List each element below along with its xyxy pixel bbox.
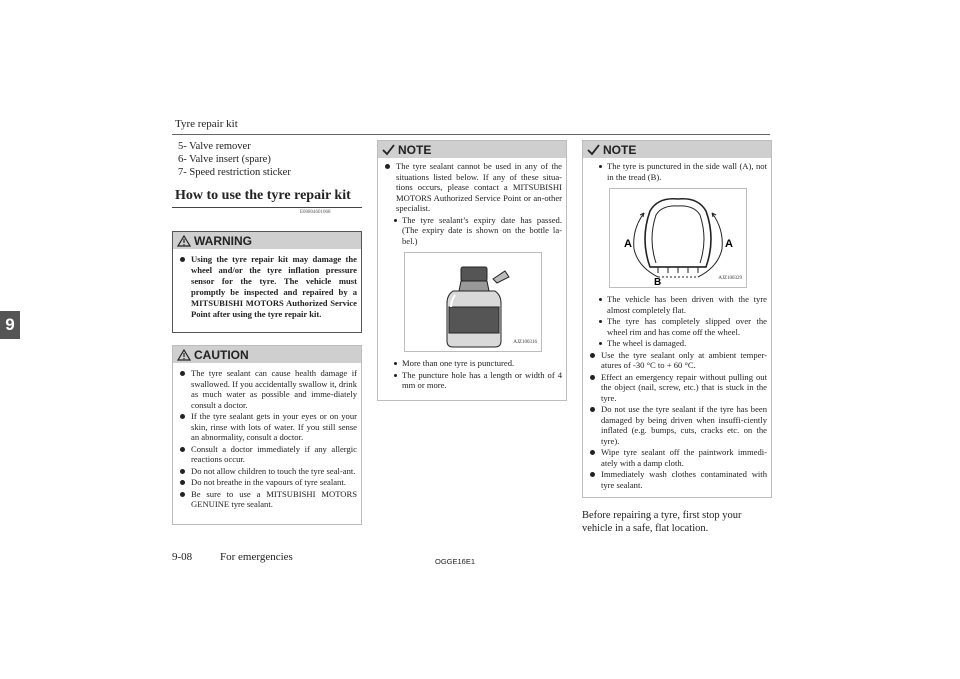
note-header (378, 141, 566, 158)
note-subitem: The tyre sealant’s expiry date has passed. (The expiry date is shown on the bottle la-bel.) (384, 215, 562, 247)
parts-list-item: 7- Speed restriction sticker (178, 167, 291, 178)
warning-heading: WARNING (194, 233, 252, 248)
label-a-left: A (624, 238, 632, 250)
page-number: 9-08 (172, 551, 193, 563)
warning-item: Using the tyre repair kit may damage the wheel and/or the tyre inflation pressure sensor for the tyre. The vehicle must promptly be inspected and repaired by a MITSUBISHI MOTORS Authorized Service Point after using the tyre repair kit. (179, 254, 357, 320)
figure-code: AJZ100329 (718, 275, 742, 281)
note-subitem: The vehicle has been driven with the tyre almost completely flat. (589, 294, 767, 315)
label-b: B (654, 277, 662, 287)
page-header-title: Tyre repair kit (175, 118, 238, 130)
warning-triangle-icon (177, 235, 191, 247)
note-heading: NOTE (398, 142, 432, 157)
note-subitem: More than one tyre is punctured. (384, 358, 562, 369)
parts-list (178, 140, 291, 179)
note-box-tyre (582, 140, 772, 498)
note-subitem: The tyre has completely slipped over the wheel rim and has come off the wheel. (589, 316, 767, 337)
note-subitem: The tyre is punctured in the side wall (A), not in the tread (B). (589, 161, 767, 182)
caution-item: The tyre sealant can cause health damage if swallowed. If you accidentally swallow it, drink as much water as possible and imme-diately consult a doctor. (179, 368, 357, 410)
tyre-cross-section-icon (610, 189, 746, 287)
label-a-right: A (725, 238, 733, 250)
note-item: Effect an emergency repair without pulling out the object (nail, screw, etc.) that is stuck in the tyre. (589, 372, 767, 404)
caution-heading: CAUTION (194, 347, 249, 362)
warning-box (172, 231, 362, 333)
caution-triangle-icon (177, 349, 191, 361)
document-code: OGGE16E1 (435, 557, 476, 566)
note-item: The tyre sealant cannot be used in any of the situations listed below. If any of these situa-tions occurs, please contact a MITSUBISHI MOTORS Authorized Service Point or an-other specialist. (384, 161, 562, 214)
note-subitem: The wheel is damaged. (589, 338, 767, 349)
caution-item: Be sure to use a MITSUBISHI MOTORS GENUINE tyre sealant. (179, 489, 357, 510)
warning-header (173, 232, 361, 249)
footer-section-title: For emergencies (220, 551, 293, 563)
note-item: Immediately wash clothes contaminated with tyre sealant. (589, 469, 767, 490)
parts-list-item: 5- Valve remover (178, 141, 251, 152)
section-title: How to use the tyre repair kit (175, 188, 351, 203)
caution-box (172, 345, 362, 525)
tyre-cross-section-figure (609, 188, 747, 288)
note-item: Wipe tyre sealant off the paintwork immedi-ately with a damp cloth. (589, 447, 767, 468)
caution-item: Do not allow children to touch the tyre seal-ant. (179, 466, 357, 477)
body-paragraph: Before repairing a tyre, first stop your vehicle in a safe, flat location. (582, 510, 742, 534)
section-code: E00804601068 (300, 210, 331, 215)
note-item: Use the tyre sealant only at ambient temper-atures of -30 °C to + 60 °C. (589, 350, 767, 371)
note-subitem: The puncture hole has a length or width of 4 mm or more. (384, 370, 562, 391)
note-heading: NOTE (603, 142, 637, 157)
note-box-sealant (377, 140, 567, 401)
caution-header (173, 346, 361, 363)
sealant-bottle-icon (405, 253, 541, 351)
caution-item: Do not breathe in the vapours of tyre sealant. (179, 477, 357, 488)
checkmark-icon (587, 144, 600, 156)
checkmark-icon (382, 144, 395, 156)
chapter-tab[interactable]: 9 (0, 311, 20, 339)
note-header (583, 141, 771, 158)
sealant-bottle-figure (404, 252, 542, 352)
caution-item: If the tyre sealant gets in your eyes or on your skin, rinse with lots of water. If you still sense an abnormality, consult a doctor. (179, 411, 357, 443)
header-divider (172, 134, 770, 135)
caution-item: Consult a doctor immediately if any allergic reactions occur. (179, 444, 357, 465)
figure-code: AJZ100316 (513, 339, 537, 345)
note-item: Do not use the tyre sealant if the tyre has been damaged by being driven when insuffi-ciently inflated (e.g. bumps, cuts, cracks etc. on the tyre). (589, 404, 767, 446)
parts-list-item: 6- Valve insert (spare) (178, 154, 271, 165)
section-divider (172, 207, 362, 208)
